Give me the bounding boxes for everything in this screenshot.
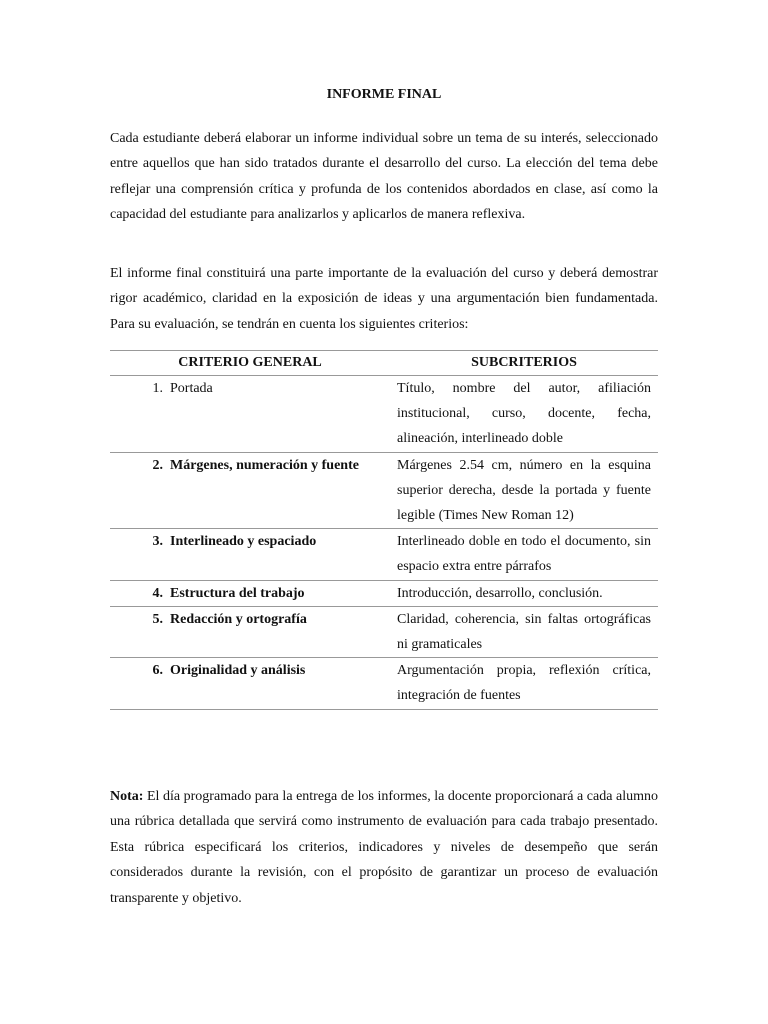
criterion-label: Originalidad y análisis bbox=[170, 663, 306, 679]
subcriteria-cell: Título, nombre del autor, afiliación institucional, curso, docente, fecha, alineación, interlineado doble bbox=[390, 376, 658, 453]
criterion-label: Estructura del trabajo bbox=[170, 585, 305, 601]
note-text: El día programado para la entrega de los informes, la docente proporcionará a cada alumno una rúbrica detallada que servirá como instrumento de evaluación para cada trabajo presentado. Esta rúbrica especificará los criterios, indicadores y niveles de desempeño que serán considerados durante la revisión, con el propósito de garantizar un proceso de evaluación transparente y objetivo. bbox=[110, 789, 658, 906]
table-row bbox=[110, 376, 658, 453]
criterion-label: Redacción y ortografía bbox=[170, 611, 307, 627]
criterion-cell bbox=[110, 580, 390, 606]
criterion-number: 2. bbox=[152, 457, 163, 473]
evaluation-paragraph: El informe final constituirá una parte importante de la evaluación del curso y deberá demostrar rigor académico, claridad en la exposición de ideas y una argumentación bien fundamentada. Para su evaluación, se tendrán en cuenta los siguientes criterios: bbox=[110, 266, 658, 332]
table-row bbox=[110, 606, 658, 657]
note-label: Nota: bbox=[110, 789, 144, 804]
header-criterio-general: CRITERIO GENERAL bbox=[110, 351, 390, 376]
criterion-cell bbox=[110, 658, 390, 709]
subcriteria-cell: Introducción, desarrollo, conclusión. bbox=[390, 580, 658, 606]
criterion-cell bbox=[110, 606, 390, 657]
document-title: INFORME FINAL bbox=[326, 87, 442, 102]
criterion-label: Márgenes, numeración y fuente bbox=[170, 457, 359, 473]
criterion-number: 6. bbox=[152, 663, 163, 679]
criterion-number: 3. bbox=[152, 534, 163, 550]
table-row bbox=[110, 529, 658, 580]
criteria-table-body bbox=[110, 376, 658, 710]
criterion-cell bbox=[110, 376, 390, 453]
header-subcriterios: SUBCRITERIOS bbox=[390, 351, 658, 376]
criterion-label: Portada bbox=[170, 381, 213, 396]
subcriteria-cell: Interlineado doble en todo el documento, sin espacio extra entre párrafos bbox=[390, 529, 658, 580]
criterion-label: Interlineado y espaciado bbox=[170, 534, 317, 550]
criteria-table bbox=[110, 350, 658, 710]
criterion-cell bbox=[110, 452, 390, 529]
criterion-cell bbox=[110, 529, 390, 580]
criterion-number: 5. bbox=[152, 611, 163, 627]
subcriteria-cell: Argumentación propia, reflexión crítica, integración de fuentes bbox=[390, 658, 658, 709]
criterion-number: 4. bbox=[152, 585, 163, 601]
table-header-row bbox=[110, 351, 658, 376]
table-row bbox=[110, 658, 658, 709]
table-row bbox=[110, 452, 658, 529]
subcriteria-cell: Claridad, coherencia, sin faltas ortográficas ni gramaticales bbox=[390, 606, 658, 657]
note-paragraph bbox=[110, 784, 658, 911]
subcriteria-cell: Márgenes 2.54 cm, número en la esquina superior derecha, desde la portada y fuente legible (Times New Roman 12) bbox=[390, 452, 658, 529]
criterion-number: 1. bbox=[152, 381, 163, 396]
table-row bbox=[110, 580, 658, 606]
intro-paragraph: Cada estudiante deberá elaborar un informe individual sobre un tema de su interés, seleccionado entre aquellos que han sido tratados durante el desarrollo del curso. La elección del tema debe reflejar una comprensión crítica y profunda de los contenidos abordados en clase, así como la capacidad del estudiante para analizarlos y aplicarlos de manera reflexiva. bbox=[110, 131, 658, 223]
